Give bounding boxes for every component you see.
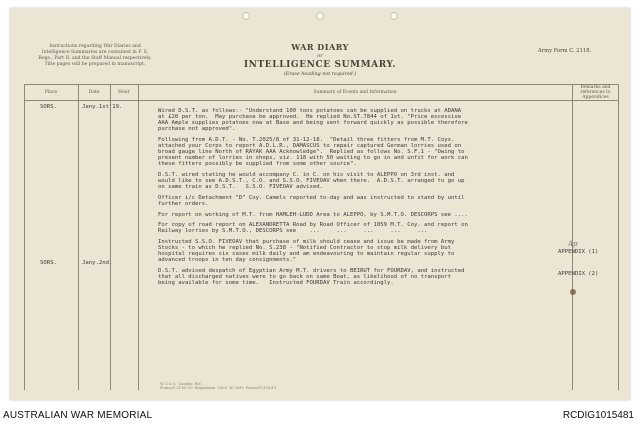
summary-paragraph: Officer i/c Detachment "D" Coy. Camels reported to-day and was instructed to stand by until further orders. [158,194,465,207]
page-subtitle: INTELLIGENCE SUMMARY. [243,60,397,70]
punch-hole [242,12,250,20]
hour-header: Hour [118,90,130,95]
appendix-reference: APPENDIX (2) [558,271,599,277]
punch-hole [316,12,324,20]
entry-place: SORS. [40,104,57,110]
record-id: RCDIG1015481 [562,410,634,421]
form-number: Army Form C. 2118. [538,48,592,54]
summary-paragraph: For copy of road report on ALEXANDRETTA Road by Road Officer of 1059 M.T. Coy. and report on Railway lorries by S.M.T.O., DESCORPS see ... ... ... ... ... [158,222,468,235]
handwritten-margin-note: Ap [568,240,578,248]
date-column-rule [110,84,111,390]
summary-text [158,108,576,291]
place-header: Place [44,90,58,95]
summary-paragraph: For report on working of M.T. from HAMLEH-LUDD Area to ALEPPO, by S.M.T.O. DESCORPS see .... [158,211,468,218]
archive-footer [0,402,640,425]
summary-header: Summary of Events and Information [313,90,397,95]
appendix-reference: APPENDIX (1) [558,249,599,255]
place-column-rule [78,84,79,390]
erase-note: (Erase heading not required.) [283,72,357,77]
summary-paragraph: D.S.T. wired stating he would accompany C. in C. on his visit to ALEPPO on 3rd inst. and would like to see A.D.S.T., C.O. and S.S.O. FIVEOAV when there. A.D.S.T. arranged to go up on same train as D.S.T. S.S.O. FIVEOAV advised. [158,172,465,191]
remarks-header: Remarks and references to Appendices [580,85,611,100]
summary-paragraph: Wired D.S.T. as follows:- "Understand 100 tons potatoes can be supplied on trucks at ADANA at £20 per ton. May purchase be approved. He replied No.ST.7844 of 1st. "Price excessive AAA Ample supplies potatoes now at Base and being sent forward quickly as possible therefore purchase not approved". [158,108,468,133]
table-left-rule [24,84,25,390]
entry-place: SORS. [40,260,57,266]
archive-name: AUSTRALIAN WAR MEMORIAL [3,410,153,421]
summary-paragraph: D.S.T. advised despatch of Egyptian Army M.T. drivers to BEIRUT for FOURDAV, and instructed that all discharged natives were to go back on same Boat, as likelihood of no transport being available for some time. Instructed FOURDAV Train accordingly. [158,268,465,287]
date-header: Date [88,90,100,95]
title-or: or [317,53,323,59]
page-title: WAR DIARY [291,42,349,52]
punch-hole [390,12,398,20]
entry-date: Jany.1st'19. [82,104,123,110]
instructions-note: Instructions regarding War Diaries and Intelligence Summaries are contained in F. S. Regs., Part II. and the Staff Manual respectively. Title pages will be prepared in manuscript. [38,44,152,67]
entry-date: Jany.2nd. [82,260,113,266]
table-top-rule [24,84,618,85]
summary-paragraph: Following from A.D.T. - No. T.2025/8 of 31-12-18. "Detail three fitters from M.T. Coys. attached your Corps to report A.D.L.R., DAMASCUS to repair captured German lorries used on broad gauge line North of RAYAK AAA Acknowledge". Replied as follows No. S.F.1 - "Owing to present number of lorries in shops, viz. 118 with 50 waiting to go in and unfit for work can these fitters possibly be supplied from some other source". [158,136,468,168]
header-bottom-rule [24,100,618,101]
diary-page [10,8,630,400]
hour-column-rule [138,84,139,390]
table-right-rule [618,84,619,390]
ink-stain [570,289,576,295]
summary-paragraph: Instructed S.S.O. FIVEOAV that purchase of milk should cease and issue be made from Army Stocks - to which he replied No. S.238 - "Notified Contractor to stop milk delivery but hospital requires six cases milk daily and am endeavouring to maintain regular supply to advanced troops in ten day consignments." [158,239,455,264]
printer-imprint: W. 3 & 5, London, W.C. Forms/C.2118/ 10 Requisition 1000 W. 2090 Forms/C2118/13 [160,382,277,391]
